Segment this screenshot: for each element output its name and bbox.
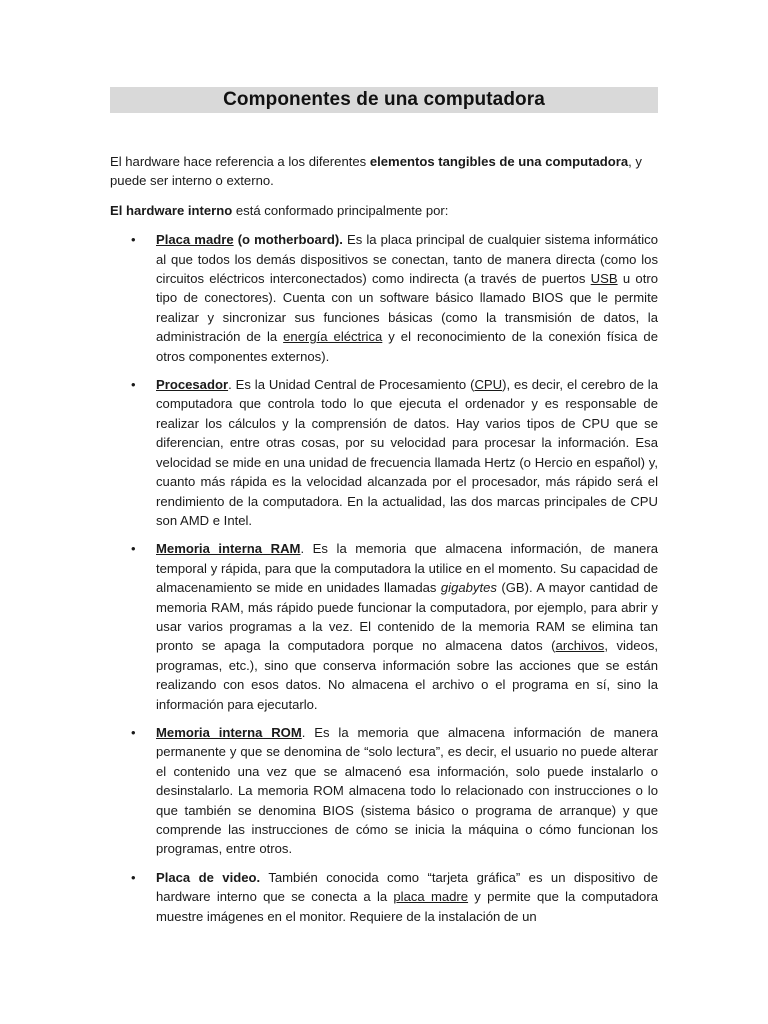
usb-link[interactable]: USB [590,271,618,287]
ram-text-2: (GB). A mayor cantidad de memoria RAM, más rápido puede funcionar la computadora, por ejemplo, para abrir y usar varios programas a la vez. El contenido de la memoria RAM se elimina tan pronto se apaga la computadora porque no almacena datos ( [156,580,659,654]
video-text-2: y permite que la computadora muestre imágenes en el monitor. Requiere de la instalación de un [156,889,658,924]
bullet-icon: • [131,541,136,557]
ram-text-1: . Es la memoria que almacena información, de manera temporal y rápida, para que la computadora la utilice en el momento. Su capacidad de almacenamiento se mide en unidades llamadas [156,541,658,596]
list-item-placa-video [110,868,658,926]
memoria-ram-link[interactable]: Memoria interna RAM [156,541,301,557]
list-item-memoria-rom [110,723,658,859]
placa-text-2: u otro tipo de conectores). Cuenta con un software básico llamado BIOS que le permite realizar y sincronizar sus funciones básicas (como la transmisión de datos, la administración de la [156,271,658,345]
gigabytes-text: gigabytes [440,580,497,596]
placa-text-1: Es la placa principal de cualquier sistema informático al que todos los demás dispositivos se conectan, tanto de manera directa (como los circuitos eléctricos interconectados) como indirecta (a través de puertos [156,232,658,287]
bullet-icon: • [131,377,136,393]
lead-text: está conformado principalmente por: [232,202,449,218]
placa-video-title: Placa de video. [156,869,261,885]
document-body [110,152,658,935]
procesador-text-2: ), es decir, el cerebro de la computadora que controla todo lo que ejecuta el ordenador y es responsable de realizar los cálculos y la comprensión de datos. Hay varios tipos de CPU que se diferencian, entre otras cosas, por su velocidad para procesar la información. Esa velocidad se mide en una unidad de frecuencia llamada Hertz (o Hercio en español) y, cuanto más rápida es la velocidad alcanzada por el procesador, más rápido será el rendimiento de la computadora. En la actualidad, las dos marcas principales de CPU son AMD e Intel. [156,377,658,528]
title-bar [110,87,658,113]
archivos-link[interactable]: archivos [555,638,605,654]
ram-text-3: , videos, programas, etc.), sino que conserva información sobre las acciones que se están realizando con esos datos. No almacena el archivo o el programa en sí, sino la información para ejecutarlo. [156,638,658,712]
intro-bold-text: elementos tangibles de una computadora [369,154,629,169]
bullet-icon: • [131,869,136,885]
video-text-1: También conocida como “tarjeta gráfica” es un dispositivo de hardware interno que se conecta a la [156,869,658,905]
list-item-placa-madre [110,230,658,366]
placa-madre-subtitle: (o motherboard). [233,232,343,248]
rom-text-1: . Es la memoria que almacena información de manera permanente y que se denomina de “solo lectura”, es decir, el usuario no puede alterar el contenido una vez que se almacenó esa información, solo puede instalarlo o desinstalarlo. La memoria ROM almacena todo lo relacionado con instrucciones o lo que también se denomina BIOS (sistema básico o programa de arranque) y que comprende las instrucciones de cómo se inicia la máquina o cómo funcionan los programas, entre otros. [156,724,658,857]
placa-madre-inline-link[interactable]: placa madre [393,889,469,905]
intro-text-end: , y puede ser interno o externo. [110,154,642,189]
document-title: Componentes de una computadora [223,89,545,110]
intro-text: El hardware hace referencia a los diferentes [110,154,370,169]
bullet-icon: • [131,724,136,740]
lead-bold-text: El hardware interno [110,202,233,218]
placa-text-3: y el reconocimiento de la conexión física de otros componentes externos). [156,329,658,364]
lead-paragraph [110,201,658,220]
energia-electrica-link[interactable]: energía eléctrica [283,329,383,345]
memoria-rom-link[interactable]: Memoria interna ROM [156,724,302,740]
cpu-link[interactable]: CPU [474,377,503,393]
component-list [110,230,658,926]
procesador-text-1: . Es la Unidad Central de Procesamiento ( [228,377,475,393]
bullet-icon: • [131,232,136,248]
intro-paragraph [110,152,658,191]
list-item-procesador [110,375,658,530]
placa-madre-link[interactable]: Placa madre [156,232,234,248]
procesador-link[interactable]: Procesador [156,377,229,393]
list-item-memoria-ram [110,539,658,714]
